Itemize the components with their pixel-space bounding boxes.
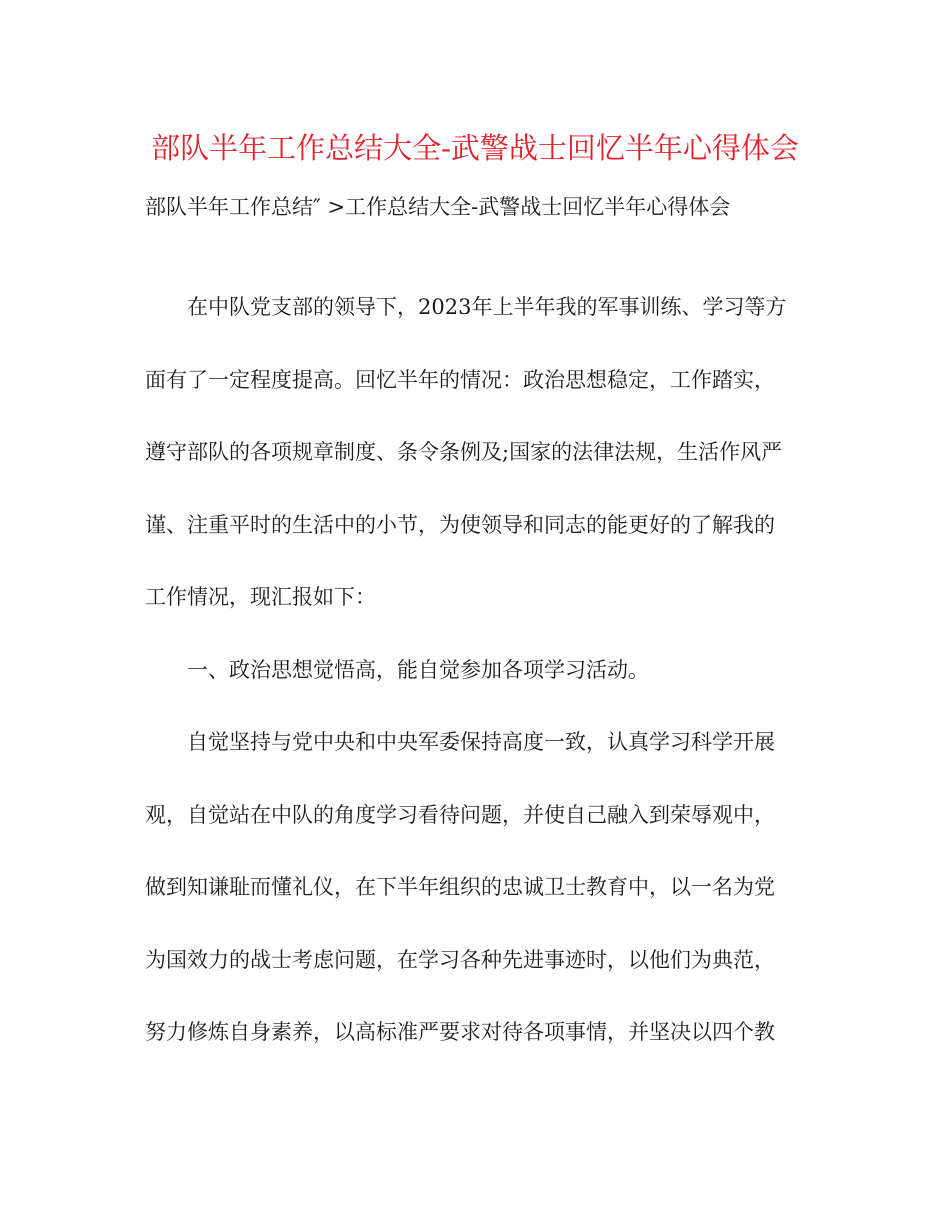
paragraph-line: 遵守部队的各项规章制度、条令条例及;国家的法律法规，生活作风严	[145, 440, 783, 464]
paragraph-line: 观，自觉站在中队的角度学习看待问题，并使自己融入到荣辱观中，	[145, 803, 775, 827]
paragraph-line: 自觉坚持与党中央和中央军委保持高度一致，认真学习科学开展	[187, 730, 775, 754]
paragraph-line: 努力修炼自身素养，以高标准严要求对待各项事情，并坚决以四个教	[145, 1020, 775, 1044]
paragraph-line: 在中队党支部的领导下，2023年上半年我的军事训练、学习等方	[187, 295, 787, 319]
document-subtitle: 部队半年工作总结″ >工作总结大全-武警战士回忆半年心得体会	[145, 195, 731, 219]
document-title: 部队半年工作总结大全-武警战士回忆半年心得体会	[151, 131, 799, 165]
paragraph-line: 为国效力的战士考虑问题，在学习各种先进事迹时，以他们为典范，	[145, 948, 775, 972]
paragraph-line: 工作情况，现汇报如下：	[145, 585, 376, 609]
paragraph-line: 谨、注重平时的生活中的小节，为使领导和同志的能更好的了解我的	[145, 513, 775, 537]
section-heading: 一、政治思想觉悟高，能自觉参加各项学习活动。	[187, 658, 649, 682]
paragraph-line: 做到知谦耻而懂礼仪，在下半年组织的忠诚卫士教育中，以一名为党	[145, 875, 775, 899]
paragraph-line: 面有了一定程度提高。回忆半年的情况：政治思想稳定，工作踏实，	[145, 368, 775, 392]
